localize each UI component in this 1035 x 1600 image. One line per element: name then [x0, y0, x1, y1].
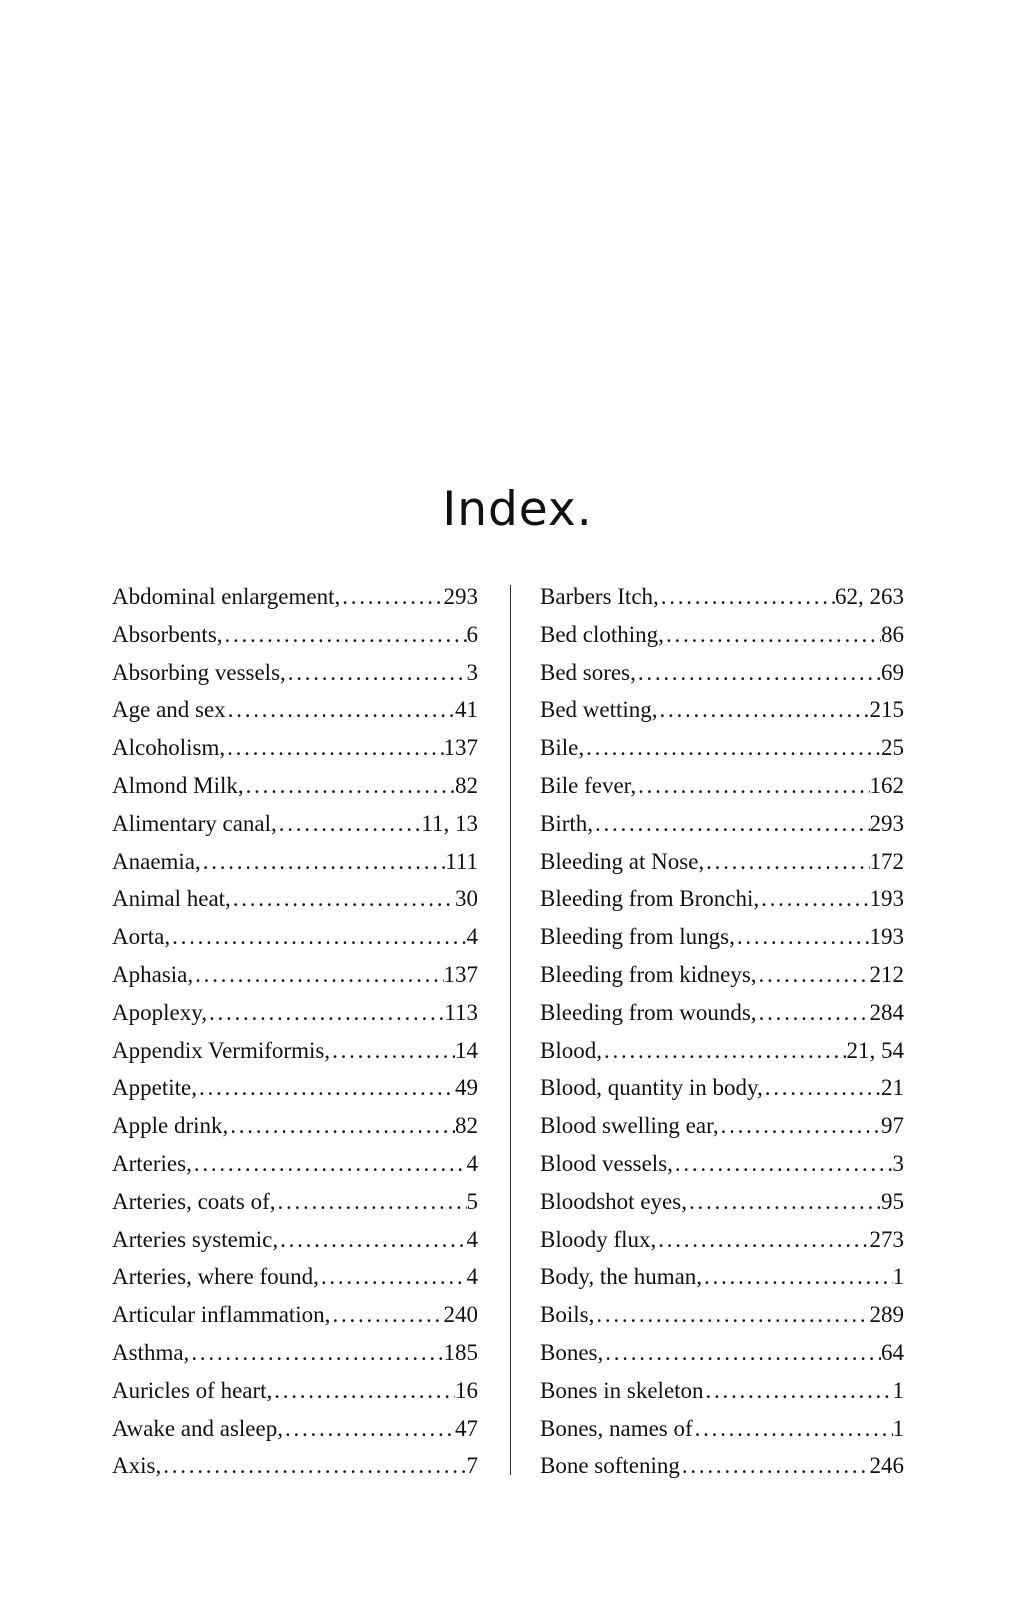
dot-leader [228, 1107, 455, 1145]
index-entry-term: Bone softening [540, 1453, 680, 1479]
index-entry [112, 1334, 478, 1372]
index-entry [540, 1145, 904, 1183]
index-entry [540, 578, 904, 616]
index-entry [112, 1447, 478, 1485]
index-entry [112, 1069, 478, 1107]
index-entry-term: Auricles of heart, [112, 1377, 273, 1403]
dot-leader [340, 578, 443, 616]
dot-leader [735, 918, 870, 956]
index-entry [540, 616, 904, 654]
dot-leader [161, 1447, 466, 1485]
index-entry-term: Birth, [540, 810, 594, 836]
index-entry [112, 1183, 478, 1221]
index-entry-page: 113 [444, 999, 478, 1025]
index-entry-term: Appetite, [112, 1075, 197, 1101]
dot-leader [283, 1410, 455, 1448]
index-entry-page: 5 [466, 1188, 478, 1214]
index-entry-page: 3 [892, 1150, 904, 1176]
index-entry [540, 1069, 904, 1107]
index-entry-term: Blood, quantity in body, [540, 1075, 763, 1101]
index-entry-term: Alcoholism, [112, 735, 226, 761]
index-entry [540, 1410, 904, 1448]
index-entry [112, 729, 478, 767]
dot-leader [757, 994, 870, 1032]
dot-leader [226, 691, 455, 729]
dot-leader [636, 767, 869, 805]
index-entry [540, 994, 904, 1032]
index-entry-page: 193 [869, 886, 904, 912]
index-entry [112, 1145, 478, 1183]
index-entry-term: Animal heat, [112, 886, 231, 912]
index-entry-page: 6 [466, 621, 478, 647]
index-entry-term: Bed clothing, [540, 621, 664, 647]
dot-leader [192, 1145, 467, 1183]
index-entry-page: 293 [869, 810, 904, 836]
index-entry-term: Articular inflammation, [112, 1302, 331, 1328]
index-entry-term: Apple drink, [112, 1113, 229, 1139]
index-column-left [112, 578, 478, 1485]
index-entry [540, 767, 904, 805]
dot-leader [636, 654, 881, 692]
dot-leader [680, 1447, 870, 1485]
index-entry-page: 7 [466, 1453, 478, 1479]
index-entry-term: Bile fever, [540, 772, 637, 798]
index-entry-term: Appendix Vermiformis, [112, 1037, 331, 1063]
index-entry [112, 1032, 478, 1070]
dot-leader [201, 843, 445, 881]
index-entry [540, 880, 904, 918]
index-entry-page: 21 [881, 1075, 904, 1101]
index-entry-page: 273 [869, 1226, 904, 1252]
index-entry [540, 1372, 904, 1410]
index-entry-term: Bed wetting, [540, 697, 658, 723]
index-entry-term: Barbers Itch, [540, 584, 659, 609]
index-entry-page: 240 [443, 1302, 478, 1328]
dot-leader [244, 767, 455, 805]
index-entry [112, 880, 478, 918]
dot-leader [693, 1410, 893, 1448]
index-entry-page: 1 [892, 1377, 904, 1403]
index-entry [540, 918, 904, 956]
dot-leader [704, 843, 869, 881]
dot-leader [278, 1221, 466, 1259]
index-entry-term: Bones, [540, 1339, 604, 1365]
index-entry-term: Bloody flux, [540, 1226, 657, 1252]
index-entry [540, 1183, 904, 1221]
index-entry-page: 1 [892, 1415, 904, 1441]
index-entry-page: 172 [869, 848, 904, 874]
dot-leader [319, 1258, 467, 1296]
index-entry [112, 956, 478, 994]
page-title: Index. [442, 482, 593, 537]
index-entry [112, 994, 478, 1032]
index-entry [112, 691, 478, 729]
dot-leader [276, 1183, 467, 1221]
index-entry-term: Blood swelling ear, [540, 1113, 719, 1139]
index-entry-term: Apoplexy, [112, 999, 207, 1025]
index-entry-page: 86 [881, 621, 904, 647]
index-entry [112, 616, 478, 654]
index-entry-page: 4 [466, 1150, 478, 1176]
index-entry [540, 654, 904, 692]
index-entry-page: 215 [869, 697, 904, 723]
index-entry-term: Axis, [112, 1453, 162, 1479]
dot-leader [763, 1069, 881, 1107]
index-entry-term: Bleeding from Bronchi, [540, 886, 760, 912]
index-entry [112, 1410, 478, 1448]
index-entry-term: Asthma, [112, 1339, 190, 1365]
dot-leader [603, 1334, 881, 1372]
index-entry-page: 21, 54 [846, 1037, 904, 1063]
index-entry-term: Arteries, coats of, [112, 1188, 276, 1214]
dot-leader [702, 1258, 892, 1296]
index-entry [540, 1296, 904, 1334]
index-entry-page: 3 [466, 659, 478, 685]
dot-leader [277, 805, 422, 843]
index-entry-page: 30 [455, 886, 478, 912]
index-entry-term: Bloodshot eyes, [540, 1188, 687, 1214]
index-entry-term: Aphasia, [112, 961, 194, 987]
dot-leader [602, 1032, 847, 1070]
index-entry-term: Absorbents, [112, 621, 223, 647]
index-entry [540, 729, 904, 767]
index-entry-page: 97 [881, 1113, 904, 1139]
index-entry-page: 82 [455, 772, 478, 798]
dot-leader [673, 1145, 893, 1183]
dot-leader [757, 956, 870, 994]
dot-leader [330, 1032, 455, 1070]
index-entry [112, 1221, 478, 1259]
index-entry-page: 111 [445, 848, 478, 874]
index-entry-term: Bleeding from lungs, [540, 924, 735, 950]
index-entry-page: 25 [881, 735, 904, 761]
dot-leader [664, 616, 881, 654]
index-entry [112, 767, 478, 805]
index-entry-page: 47 [455, 1415, 478, 1441]
index-entry-term: Arteries, [112, 1150, 192, 1176]
dot-leader [759, 880, 869, 918]
index-entry-term: Alimentary canal, [112, 810, 277, 836]
index-entry [112, 805, 478, 843]
dot-leader [286, 654, 467, 692]
index-entry-term: Bile, [540, 735, 585, 761]
index-entry [540, 1032, 904, 1070]
index-entry-page: 11, 13 [421, 810, 478, 836]
index-entry [540, 956, 904, 994]
dot-leader [584, 729, 881, 767]
dot-leader [658, 691, 870, 729]
index-entry-term: Age and sex [112, 697, 226, 723]
index-entry-page: 193 [869, 924, 904, 950]
index-entry-page: 246 [869, 1453, 904, 1479]
index-entry-page: 4 [466, 1264, 478, 1290]
index-entry [112, 843, 478, 881]
index-entry-term: Bleeding from wounds, [540, 999, 757, 1025]
dot-leader [231, 880, 455, 918]
dot-leader [225, 729, 443, 767]
index-entry [540, 1334, 904, 1372]
dot-leader [719, 1107, 881, 1145]
index-entry-term: Blood, [540, 1037, 602, 1063]
index-entry [112, 1296, 478, 1334]
index-entry [112, 578, 478, 616]
column-divider [510, 585, 511, 1475]
index-entry-page: 4 [466, 1226, 478, 1252]
dot-leader [272, 1372, 455, 1410]
index-entry-page: 82 [455, 1113, 478, 1139]
index-entry-term: Absorbing vessels, [112, 659, 286, 685]
index-entry [540, 691, 904, 729]
index-entry [540, 843, 904, 881]
index-entry-term: Body, the human, [540, 1264, 703, 1290]
index-entry-page: 4 [466, 924, 478, 950]
index-entry [112, 654, 478, 692]
index-entry [112, 1107, 478, 1145]
index-entry-term: Arteries, where found, [112, 1264, 319, 1290]
index-entry-term: Awake and asleep, [112, 1415, 283, 1441]
index-entry-term: Abdominal enlargement, [112, 584, 341, 609]
dot-leader [223, 616, 467, 654]
dot-leader [193, 956, 443, 994]
dot-leader [593, 805, 869, 843]
index-entry [112, 918, 478, 956]
index-entry [540, 1107, 904, 1145]
index-entry-page: 137 [443, 961, 478, 987]
index-entry-term: Bleeding from kidneys, [540, 961, 757, 987]
dot-leader [197, 1069, 455, 1107]
index-entry-page: 14 [455, 1037, 478, 1063]
dot-leader [656, 1221, 869, 1259]
index-entry-page: 289 [869, 1302, 904, 1328]
index-entry-page: 16 [455, 1377, 478, 1403]
index-entry-page: 162 [869, 772, 904, 798]
index-entry [540, 1258, 904, 1296]
index-entry-term: Boils, [540, 1302, 595, 1328]
index-entry-term: Bleeding at Nose, [540, 848, 705, 874]
index-entry-page: 49 [455, 1075, 478, 1101]
index-entry-term: Aorta, [112, 924, 171, 950]
index-entry-page: 137 [443, 735, 478, 761]
index-entry-page: 212 [869, 961, 904, 987]
dot-leader [330, 1296, 443, 1334]
dot-leader [659, 578, 835, 616]
index-entry-page: 95 [881, 1188, 904, 1214]
index-entry-page: 69 [881, 659, 904, 685]
index-entry-term: Bed sores, [540, 659, 636, 685]
index-entry-page: 284 [869, 999, 904, 1025]
dot-leader [189, 1334, 443, 1372]
index-column-right [540, 578, 904, 1485]
index-entry-page: 41 [455, 697, 478, 723]
index-entry-term: Bones in skeleton [540, 1377, 704, 1403]
index-entry-page: 62, 263 [835, 584, 904, 609]
index-entry-page: 293 [443, 584, 478, 609]
index-entry [540, 1221, 904, 1259]
index-entry [540, 1447, 904, 1485]
index-entry-term: Bones, names of [540, 1415, 693, 1441]
index-entry-page: 185 [443, 1339, 478, 1365]
dot-leader [170, 918, 466, 956]
index-entry-page: 64 [881, 1339, 904, 1365]
dot-leader [687, 1183, 881, 1221]
index-entry-term: Arteries systemic, [112, 1226, 279, 1252]
dot-leader [207, 994, 444, 1032]
index-entry [112, 1372, 478, 1410]
index-entry-term: Almond Milk, [112, 772, 244, 798]
index-entry [112, 1258, 478, 1296]
index-entry-term: Anaemia, [112, 848, 201, 874]
dot-leader [704, 1372, 893, 1410]
dot-leader [594, 1296, 869, 1334]
index-entry [540, 805, 904, 843]
index-entry-term: Blood vessels, [540, 1150, 673, 1176]
index-entry-page: 1 [892, 1264, 904, 1290]
